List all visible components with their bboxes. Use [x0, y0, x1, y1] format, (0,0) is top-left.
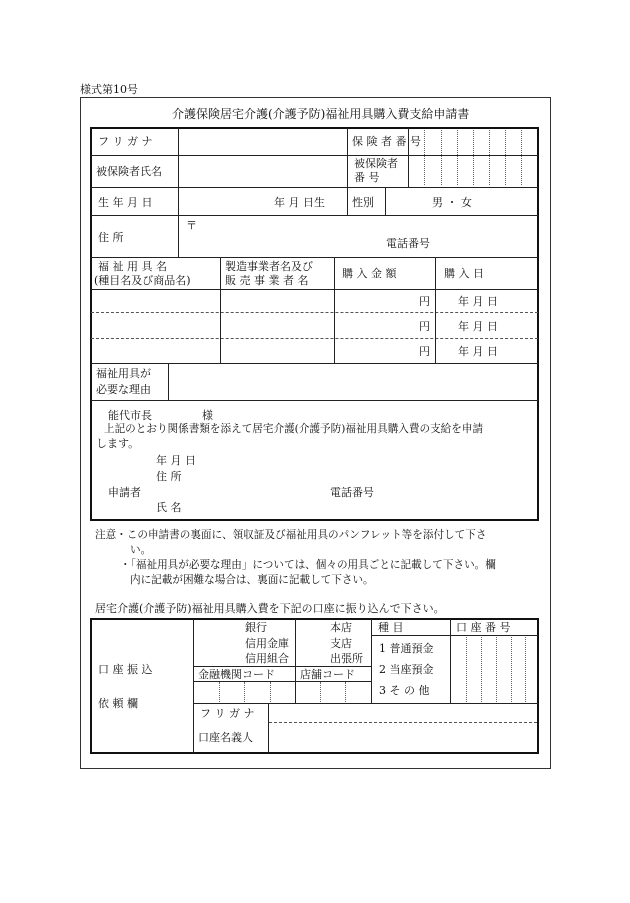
mayor-honorific: 様	[202, 409, 213, 422]
reason-input[interactable]	[170, 365, 536, 398]
insured-number-label-2: 番 号	[354, 171, 380, 184]
furigana-label: フ リ ガ ナ	[98, 135, 153, 148]
item-row-1-date[interactable]: 年 月 日	[458, 295, 498, 308]
application-date[interactable]: 年 月 日	[156, 454, 196, 467]
birthdate-value[interactable]: 年 月 日生	[274, 196, 325, 209]
note-2b: 内に記載が困難な場合は、裏面に記載して下さい。	[130, 574, 374, 586]
item-name-header-2: (種目名及び商品名)	[94, 274, 191, 287]
furigana-input[interactable]	[180, 130, 345, 153]
account-holder-label: 口座名義人	[198, 731, 253, 744]
branch-sub: 支店	[330, 637, 352, 650]
type-header: 種 目	[378, 621, 404, 634]
applicant-label: 申請者	[108, 486, 141, 499]
sex-value[interactable]: 男 ・ 女	[432, 196, 472, 209]
insured-name-label: 被保険者氏名	[96, 165, 162, 178]
applicant-phone-label: 電話番号	[330, 486, 374, 499]
account-type-3[interactable]: 3 そ の 他	[379, 684, 430, 697]
sex-label: 性別	[352, 196, 374, 209]
bank-label-2: 依 頼 欄	[98, 697, 138, 710]
account-type-1[interactable]: 1 普通預金	[379, 642, 434, 655]
account-number-header: 口 座 番 号	[456, 621, 511, 634]
address-phone-label: 電話番号	[386, 237, 430, 250]
note-1b: い。	[130, 544, 152, 556]
holder-furigana-label: フ リ ガ ナ	[200, 707, 255, 720]
account-holder-input[interactable]	[270, 724, 536, 751]
postal-mark: 〒	[186, 219, 197, 232]
item-row-3-date[interactable]: 年 月 日	[458, 345, 498, 358]
bank-label-1: 口 座 振 込	[98, 663, 153, 676]
reason-label-2: 必要な理由	[96, 383, 151, 396]
item-row-3-yen: 円	[419, 345, 430, 358]
maker-header-2: 販 売 事 業 者 名	[225, 274, 309, 287]
form-number: 様式第10号	[80, 83, 138, 96]
amount-header: 購 入 金 額	[342, 267, 397, 280]
branch-code-label: 店舗コード	[300, 668, 355, 681]
note-2a: ・「福祉用具が必要な理由」については、個々の用具ごとに記載して下さい。欄	[120, 559, 496, 571]
item-row-2-yen: 円	[419, 320, 430, 333]
branch-main: 本店	[330, 621, 352, 634]
birthdate-label: 生 年 月 日	[98, 196, 153, 209]
insured-number-label-1: 被保険者	[354, 157, 398, 170]
item-row-1-yen: 円	[419, 295, 430, 308]
maker-header-1: 製造事業者名及び	[225, 260, 313, 273]
address-label: 住 所	[98, 231, 124, 244]
declaration-text-1: 上記のとおり関係書類を添えて居宅介護(介護予防)福祉用具購入費の支給を申請	[104, 423, 484, 435]
inst-code-label: 金融機関コード	[198, 668, 275, 681]
inst-shinkin: 信用金庫	[245, 637, 289, 650]
note-1a: 注意・この申請書の裏面に、領収証及び福祉用具のパンフレット等を添付して下さ	[95, 529, 487, 541]
insurer-number-label: 保 険 者 番 号	[352, 135, 421, 148]
inst-kumiai: 信用組合	[245, 652, 289, 665]
reason-label-1: 福祉用具が	[96, 367, 151, 380]
form-title: 介護保険居宅介護(介護予防)福祉用具購入費支給申請書	[172, 107, 470, 121]
item-row-2-date[interactable]: 年 月 日	[458, 320, 498, 333]
account-type-2[interactable]: 2 当座預金	[379, 663, 434, 676]
mayor-label: 能代市長	[108, 409, 152, 422]
branch-office: 出張所	[330, 652, 363, 665]
applicant-address-label: 住 所	[156, 470, 182, 483]
item-name-header-1: 福 祉 用 具 名	[98, 260, 167, 273]
insured-name-input[interactable]	[180, 158, 345, 185]
purchase-date-header: 購 入 日	[444, 267, 484, 280]
bank-intro: 居宅介護(介護予防)福祉用具購入費を下記の口座に振り込んで下さい。	[95, 602, 445, 615]
inst-bank: 銀行	[245, 621, 267, 634]
declaration-text-2: します。	[96, 437, 140, 450]
applicant-name-label: 氏 名	[156, 501, 182, 514]
